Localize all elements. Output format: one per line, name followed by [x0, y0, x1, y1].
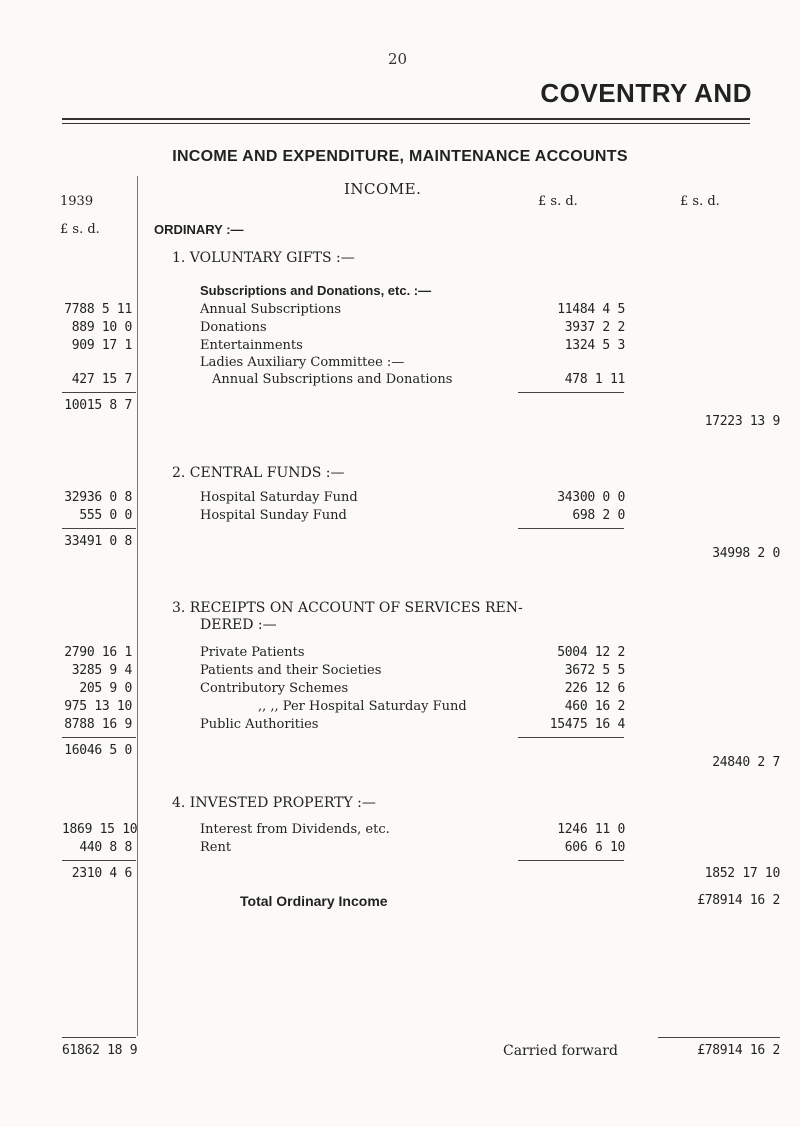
s3-amount-3: 226 12 6: [564, 681, 625, 696]
carried-forward-label: Carried forward: [503, 1043, 618, 1059]
s1-prior-2: 889 10 0: [71, 320, 132, 335]
footer-amount-rule: [658, 1037, 780, 1038]
s4-label-2: Rent: [200, 840, 232, 855]
s3-amount-2: 3672 5 5: [564, 663, 625, 678]
s1-label-3: Entertainments: [200, 338, 303, 353]
s2-prior-total: 33491 0 8: [64, 534, 132, 549]
s1-amount-5: 478 1 11: [564, 372, 625, 387]
s2-amount-rule: [518, 528, 624, 529]
s1-prior-1: 7788 5 11: [64, 302, 132, 317]
s3-prior-3: 205 9 0: [79, 681, 132, 696]
s2-label-2: Hospital Sunday Fund: [200, 508, 347, 523]
page-title: INCOME AND EXPENDITURE, MAINTENANCE ACCOUNTS: [172, 148, 628, 165]
right-currency-head: £ s. d.: [680, 194, 720, 209]
total-ordinary-label: Total Ordinary Income: [240, 893, 388, 909]
section-3-heading-line-1: 3. RECEIPTS ON ACCOUNT OF SERVICES REN-: [172, 600, 523, 616]
s3-prior-4: 975 13 10: [64, 699, 132, 714]
s4-amount-rule: [518, 860, 624, 861]
ordinary-label: ORDINARY :—: [154, 222, 244, 237]
s4-amount-2: 606 6 10: [564, 840, 625, 855]
section-1-subheading: Subscriptions and Donations, etc. :—: [200, 283, 432, 298]
s3-total: 24840 2 7: [712, 755, 780, 770]
s4-label-1: Interest from Dividends, etc.: [200, 822, 390, 837]
s4-prior-total: 2310 4 6: [71, 866, 132, 881]
top-double-rule-2: [62, 123, 750, 124]
s3-amount-rule: [518, 737, 624, 738]
section-2-heading: 2. CENTRAL FUNDS :—: [172, 465, 345, 481]
s4-amount-1: 1246 11 0: [557, 822, 625, 837]
s1-prior-rule: [62, 392, 136, 393]
s3-amount-5: 15475 16 4: [549, 717, 625, 732]
s3-label-5: Public Authorities: [200, 717, 319, 732]
page-number: 20: [388, 50, 408, 68]
s1-label-4: Ladies Auxiliary Committee :—: [200, 355, 405, 370]
running-head: COVENTRY AND: [540, 78, 752, 108]
s3-prior-1: 2790 16 1: [64, 645, 132, 660]
s3-label-4: ,, ,, Per Hospital Saturday Fund: [258, 699, 467, 714]
s1-prior-total: 10015 8 7: [64, 398, 132, 413]
s4-prior-1: 1869 15 10: [62, 822, 138, 837]
left-currency-head: £ s. d.: [60, 222, 100, 237]
s3-label-3: Contributory Schemes: [200, 681, 349, 696]
s1-prior-3: 909 17 1: [71, 338, 132, 353]
s4-prior-2: 440 8 8: [79, 840, 132, 855]
s1-amount-3: 1324 5 3: [564, 338, 625, 353]
s4-prior-rule: [62, 860, 136, 861]
s1-total: 17223 13 9: [704, 414, 780, 429]
footer-prior-total: 61862 18 9: [62, 1043, 138, 1058]
total-ordinary-amount: £78914 16 2: [697, 893, 780, 908]
s3-amount-1: 5004 12 2: [557, 645, 625, 660]
s1-amount-2: 3937 2 2: [564, 320, 625, 335]
section-1-heading: 1. VOLUNTARY GIFTS :—: [172, 250, 355, 266]
s3-prior-total: 16046 5 0: [64, 743, 132, 758]
s2-label-1: Hospital Saturday Fund: [200, 490, 358, 505]
s2-total: 34998 2 0: [712, 546, 780, 561]
s3-amount-4: 460 16 2: [564, 699, 625, 714]
s1-prior-5: 427 15 7: [71, 372, 132, 387]
s3-label-1: Private Patients: [200, 645, 305, 660]
section-3-heading-line-2: DERED :—: [200, 617, 277, 633]
s4-total: 1852 17 10: [704, 866, 780, 881]
s3-label-2: Patients and their Societies: [200, 663, 382, 678]
s3-prior-2: 3285 9 4: [71, 663, 132, 678]
section-4-heading: 4. INVESTED PROPERTY :—: [172, 795, 376, 811]
footer-prior-rule: [62, 1037, 136, 1038]
mid-currency-head: £ s. d.: [538, 194, 578, 209]
s2-amount-1: 34300 0 0: [557, 490, 625, 505]
s1-label-2: Donations: [200, 320, 267, 335]
carried-forward-amount: £78914 16 2: [697, 1043, 780, 1058]
prior-year-label: 1939: [60, 194, 94, 209]
s3-prior-5: 8788 16 9: [64, 717, 132, 732]
s2-prior-1: 32936 0 8: [64, 490, 132, 505]
s2-prior-rule: [62, 528, 136, 529]
s1-label-1: Annual Subscriptions: [200, 302, 342, 317]
section-subtitle: INCOME.: [344, 180, 422, 198]
column-divider: [137, 176, 138, 1036]
s1-amount-rule: [518, 392, 624, 393]
s2-amount-2: 698 2 0: [572, 508, 625, 523]
s3-prior-rule: [62, 737, 136, 738]
s1-label-5: Annual Subscriptions and Donations: [212, 372, 453, 387]
s1-amount-1: 11484 4 5: [557, 302, 625, 317]
s2-prior-2: 555 0 0: [79, 508, 132, 523]
top-double-rule-1: [62, 118, 750, 120]
